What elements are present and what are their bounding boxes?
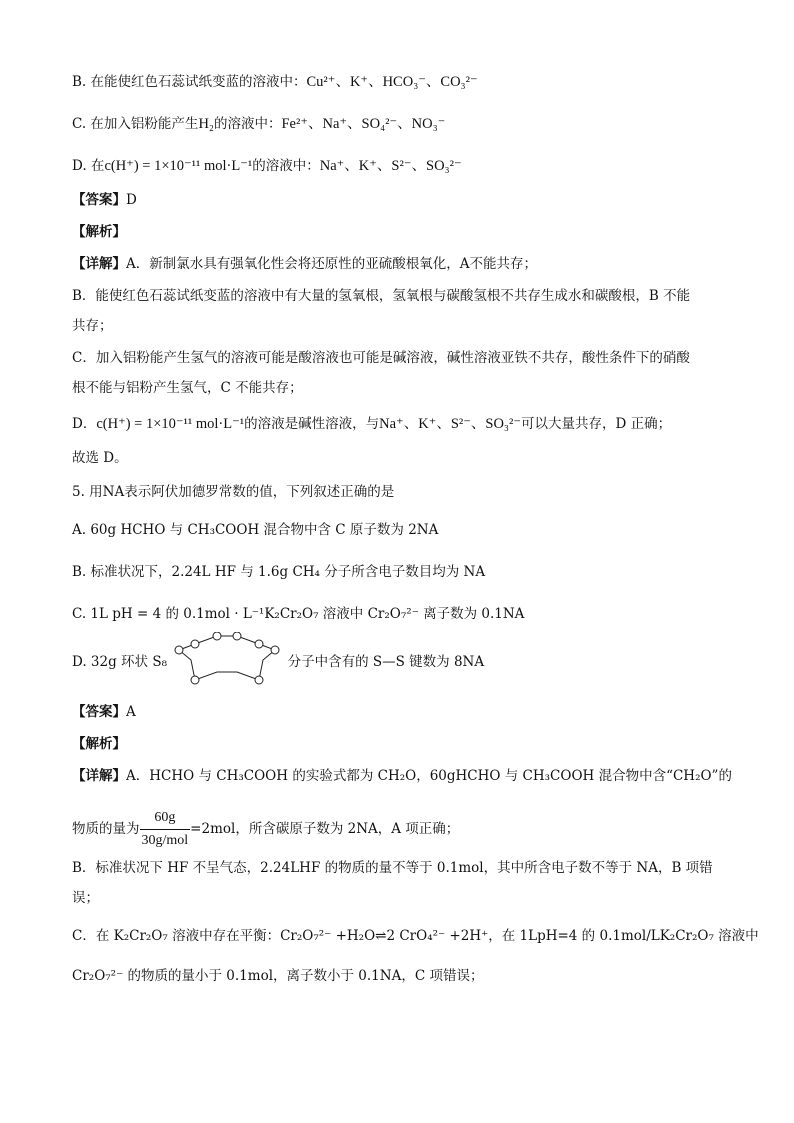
q5-detail-b1 bbox=[72, 858, 713, 878]
option-d-tail: 的溶液中： bbox=[252, 158, 320, 174]
q4-detail-b2 bbox=[72, 316, 113, 336]
detail-b-text-cont: 误； bbox=[72, 890, 99, 906]
ion-cu: Cu²⁺ bbox=[306, 74, 336, 90]
option-c-ions: Fe²⁺、Na⁺、SO₄²⁻、NO₃⁻ bbox=[281, 116, 446, 132]
detail-a-text: A．新制氯水具有强氧化性会将还原性的亚硫酸根氧化，A不能共存； bbox=[126, 256, 537, 272]
ion-fe: Fe²⁺ bbox=[281, 116, 308, 132]
option-b-ions: Cu²⁺、K⁺、HCO₃⁻、CO₃²⁻ bbox=[306, 74, 478, 90]
q4-option-d bbox=[72, 156, 462, 176]
q4-detail-c1 bbox=[72, 348, 690, 368]
q4-detail-c2 bbox=[72, 378, 303, 398]
h2-formula: H₂ bbox=[198, 116, 214, 132]
s8-ring-diagram bbox=[173, 632, 281, 688]
answer-label: 【答案】 bbox=[72, 704, 126, 720]
q4-detail-a bbox=[72, 254, 537, 274]
molar-fraction bbox=[140, 808, 191, 851]
q4-option-b bbox=[72, 72, 478, 92]
option-b-text: B. 标准状况下，2.24L HF 与 1.6g CH₄ 分子所含电子数目均为 NA bbox=[72, 564, 486, 580]
ion-co3: CO₃²⁻ bbox=[440, 74, 478, 90]
q4-detail-d: D．c(H⁺) = 1×10⁻¹¹ mol·L⁻¹的溶液是碱性溶液，与Na⁺、K⁺、S²⁻、SO₃²⁻可以大量共存，D 正确； bbox=[72, 416, 672, 432]
detail-d-condition: c(H⁺) = 1×10⁻¹¹ mol·L⁻¹ bbox=[96, 416, 245, 432]
detail-b-text: B．能使红色石蕊试纸变蓝的溶液中有大量的氢氧根，氢氧根与碳酸氢根不共存生成水和碳酸根，B 不能 bbox=[72, 288, 691, 304]
fraction-denominator: 30g/mol bbox=[141, 833, 189, 848]
detail-d-text: 的溶液是碱性溶液，与 bbox=[244, 416, 380, 432]
option-d-suffix: 分子中含有的 S—S 键数为 8NA bbox=[287, 654, 485, 670]
q5-option-a bbox=[72, 520, 438, 540]
option-d-label: D. 在 bbox=[72, 158, 105, 174]
answer-value: D bbox=[126, 192, 137, 208]
ion-hco3: HCO₃⁻ bbox=[382, 74, 426, 90]
q5-option-d bbox=[72, 652, 484, 672]
q5-analysis-heading bbox=[72, 734, 126, 754]
detail-a-suffix: =2mol，所含碳原子数为 2NA，A 项正确； bbox=[190, 821, 460, 837]
ion-so4: SO₄²⁻ bbox=[361, 116, 398, 132]
detail-c-text: C．在 K₂Cr₂O₇ 溶液中存在平衡：Cr₂O₇²⁻ +H₂O⇌2 CrO₄²⁻ +2H⁺，在 1LpH=4 的 0.1mol/LK₂Cr₂O₇ 溶液中 bbox=[72, 928, 759, 944]
ion-k: K⁺ bbox=[358, 158, 377, 174]
detail-d-prefix: D． bbox=[72, 416, 97, 432]
detail-b-text: B．标准状况下 HF 不呈气态，2.24LHF 的物质的量不等于 0.1mol，其中所含电子数不等于 NA，B 项错 bbox=[72, 860, 713, 876]
ion-na: Na⁺ bbox=[379, 416, 404, 432]
q4-analysis-heading bbox=[72, 222, 126, 242]
q5-detail-c1 bbox=[72, 926, 759, 946]
option-d-condition: c(H⁺) = 1×10⁻¹¹ mol·L⁻¹ bbox=[104, 158, 253, 174]
q5-detail-a2 bbox=[72, 808, 459, 851]
q4-detail-b1 bbox=[72, 286, 690, 306]
q4-option-c bbox=[72, 114, 445, 134]
option-d-prefix: D. 32g 环状 S₈ bbox=[72, 654, 167, 670]
ion-so3: SO₃²⁻ bbox=[426, 158, 462, 174]
q5-option-b bbox=[72, 562, 485, 582]
analysis-label: 【解析】 bbox=[72, 224, 126, 240]
ion-no3: NO₃⁻ bbox=[411, 116, 446, 132]
analysis-label: 【解析】 bbox=[72, 736, 126, 752]
q4-conclusion bbox=[72, 448, 128, 468]
answer-label: 【答案】 bbox=[72, 192, 126, 208]
option-b-label: B. 在能使红色石蕊试纸变蓝的溶液中： bbox=[72, 74, 307, 90]
ion-s: S²⁻ bbox=[450, 416, 471, 432]
detail-c-text: C．加入铝粉能产生氢气的溶液可能是酸溶液也可能是碱溶液，碱性溶液亚铁不共存，酸性条件下的硝酸 bbox=[72, 350, 690, 366]
detail-label: 【详解】 bbox=[72, 256, 126, 272]
detail-c-text-cont: Cr₂O₇²⁻ 的物质的量小于 0.1mol，离子数小于 0.1NA，C 项错误； bbox=[72, 968, 484, 984]
detail-a-prefix: 物质的量为 bbox=[72, 821, 140, 837]
ion-s: S²⁻ bbox=[391, 158, 412, 174]
q4-answer bbox=[72, 190, 137, 210]
option-c-text: C. 1L pH = 4 的 0.1mol · L⁻¹K₂Cr₂O₇ 溶液中 Cr₂O₇²⁻ 离子数为 0.1NA bbox=[72, 606, 525, 622]
ion-k: K⁺ bbox=[418, 416, 437, 432]
answer-value: A bbox=[126, 704, 136, 720]
ion-na: Na⁺ bbox=[322, 116, 348, 132]
q5-option-c bbox=[72, 604, 524, 624]
detail-b-text-cont: 共存； bbox=[72, 318, 113, 334]
detail-label: 【详解】 bbox=[72, 768, 126, 784]
q5-detail-b2 bbox=[72, 888, 99, 908]
option-c-label: C. 在加入铝粉能产生 bbox=[72, 116, 199, 132]
detail-d-tail: 可以大量共存，D 正确； bbox=[520, 416, 672, 432]
ion-so3: SO₃²⁻ bbox=[485, 416, 521, 432]
q5-detail-c2 bbox=[72, 966, 483, 986]
ion-na: Na⁺ bbox=[319, 158, 345, 174]
option-c-tail: 的溶液中： bbox=[213, 116, 282, 132]
question-stem: 5. 用NA表示阿伏加德罗常数的值，下列叙述正确的是 bbox=[72, 484, 395, 500]
q5-detail-a1 bbox=[72, 766, 732, 786]
ion-k: K⁺ bbox=[349, 74, 369, 90]
conclusion-text: 故选 D。 bbox=[72, 450, 128, 466]
fraction-numerator: 60g bbox=[140, 808, 191, 830]
option-d-ions: Na⁺、K⁺、S²⁻、SO₃²⁻ bbox=[319, 158, 462, 174]
q5-answer bbox=[72, 702, 136, 722]
option-a-text: A. 60g HCHO 与 CH₃COOH 混合物中含 C 原子数为 2NA bbox=[72, 522, 439, 538]
detail-c-text-cont: 根不能与铝粉产生氢气，C 不能共存； bbox=[72, 380, 303, 396]
detail-a-text: A．HCHO 与 CH₃COOH 的实验式都为 CH₂O，60gHCHO 与 CH₃COOH 混合物中含“CH₂O”的 bbox=[126, 768, 732, 784]
q5-stem bbox=[72, 482, 394, 502]
